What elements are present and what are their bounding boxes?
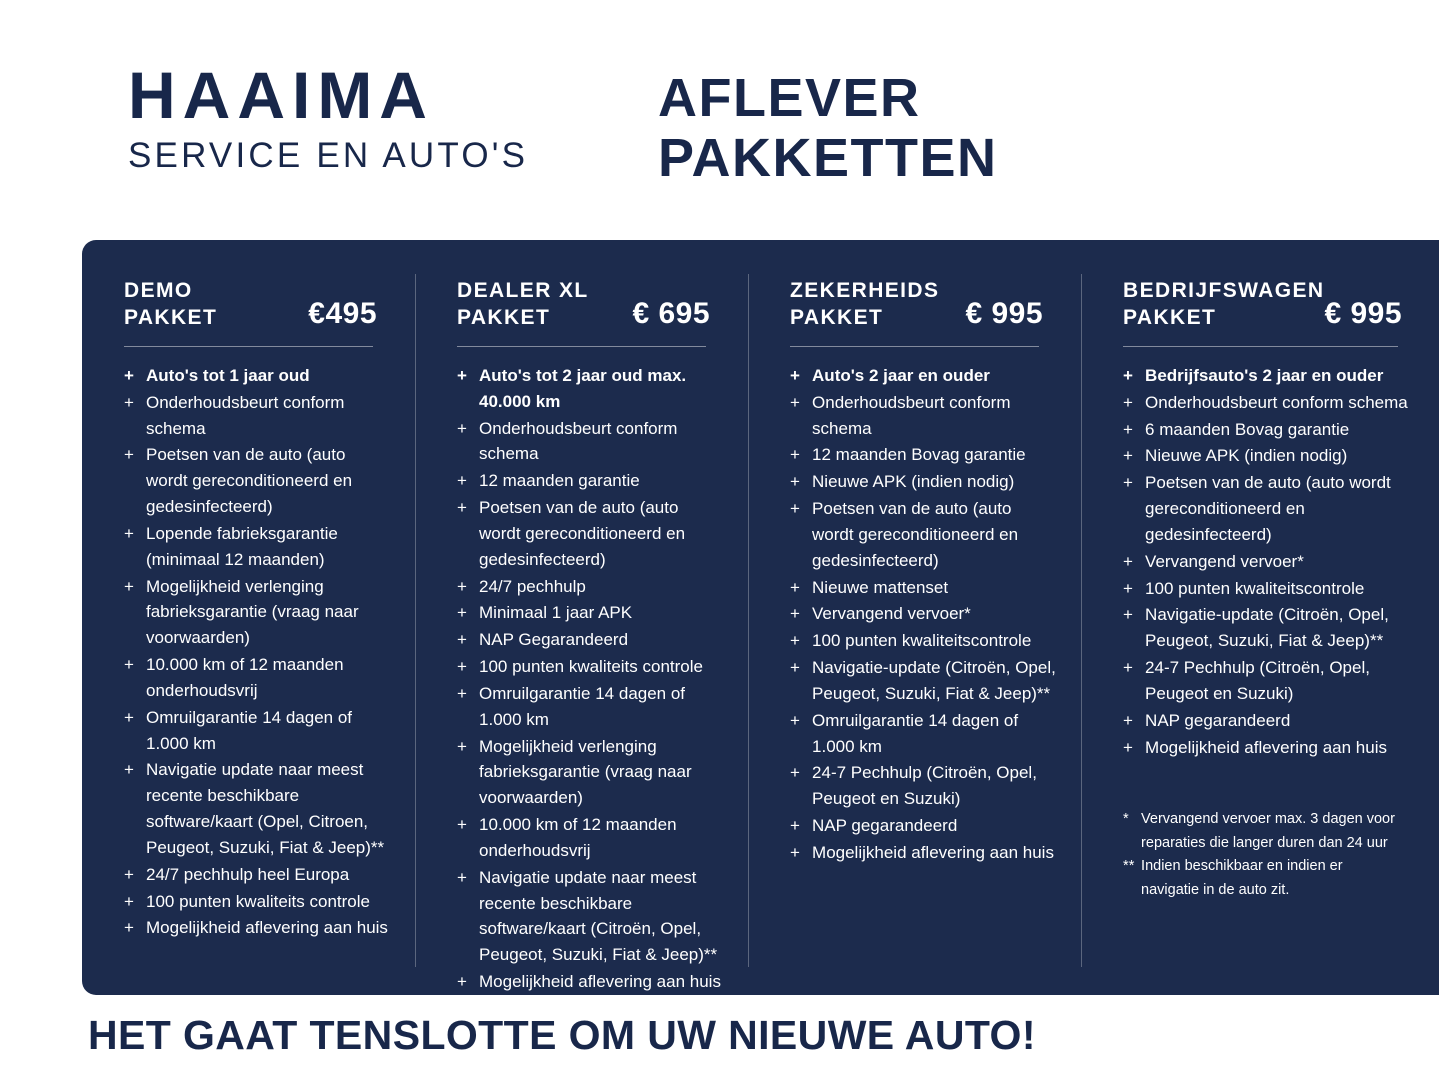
- list-item: [124, 652, 391, 704]
- plus-icon: +: [124, 392, 134, 412]
- list-item: [124, 363, 391, 389]
- plus-icon: +: [1123, 578, 1133, 598]
- plus-icon: +: [124, 918, 134, 938]
- feature-text: 10.000 km of 12 maanden onderhoudsvrij: [146, 655, 344, 700]
- plus-icon: +: [457, 576, 467, 596]
- package-name-line-2: PAKKET: [457, 306, 551, 330]
- list-item: [124, 915, 391, 941]
- feature-text: 100 punten kwaliteits controle: [146, 891, 370, 911]
- plus-icon: +: [1123, 392, 1133, 412]
- plus-icon: +: [790, 604, 800, 624]
- plus-icon: +: [1123, 605, 1133, 625]
- feature-text: NAP Gegarandeerd: [479, 630, 629, 650]
- package-name: [790, 278, 939, 332]
- feature-text: NAP gegarandeerd: [812, 816, 958, 836]
- page-title-line-1: AFLEVER: [658, 68, 921, 128]
- plus-icon: +: [790, 631, 800, 651]
- package-column-dealer-xl: [415, 270, 748, 995]
- list-item: [457, 734, 724, 811]
- list-item: [790, 813, 1057, 839]
- list-item: [790, 442, 1057, 468]
- divider: [457, 346, 706, 347]
- feature-text: Nieuwe APK (indien nodig): [1145, 446, 1348, 466]
- plus-icon: +: [790, 763, 800, 783]
- list-item: [124, 862, 391, 888]
- package-price: € 995: [965, 297, 1044, 330]
- page-title-line-2: PAKKETTEN: [658, 128, 998, 189]
- list-item: [457, 495, 724, 572]
- feature-text: 24-7 Pechhulp (Citroën, Opel, Peugeot en Suzuki): [812, 763, 1037, 809]
- package-header: [1123, 270, 1416, 332]
- plus-icon: +: [457, 736, 467, 756]
- feature-text: Nieuwe APK (indien nodig): [812, 472, 1015, 492]
- feature-text: Omruilgarantie 14 dagen of 1.000 km: [812, 710, 1019, 756]
- plus-icon: +: [790, 366, 800, 385]
- list-item: [790, 655, 1057, 707]
- package-header: [457, 270, 724, 332]
- list-item: [124, 521, 391, 573]
- package-price: €495: [308, 297, 378, 330]
- page-title: [658, 62, 998, 189]
- package-column-zekerheids: [748, 270, 1081, 995]
- list-item: [1123, 417, 1416, 443]
- feature-text: Mogelijkheid aflevering aan huis: [812, 842, 1054, 862]
- list-item: [124, 574, 391, 651]
- package-name: [457, 278, 589, 332]
- brand-name: HAAIMA: [128, 58, 434, 132]
- feature-text: 6 maanden Bovag garantie: [1145, 419, 1350, 439]
- plus-icon: +: [790, 472, 800, 492]
- footer-tagline: HET GAAT TENSLOTTE OM UW NIEUWE AUTO!: [88, 1012, 1036, 1058]
- feature-text: Auto's tot 1 jaar oud: [146, 366, 310, 385]
- package-price: € 695: [632, 297, 711, 330]
- feature-text: Poetsen van de auto (auto wordt gereconditioneerd en gedesinfecteerd): [479, 498, 686, 569]
- feature-text: 100 punten kwaliteits controle: [479, 657, 703, 677]
- feature-text: 24/7 pechhulp: [479, 576, 586, 596]
- feature-text: Nieuwe mattenset: [812, 577, 949, 597]
- feature-text: Lopende fabrieksgarantie (minimaal 12 maanden): [146, 523, 338, 569]
- feature-text: Omruilgarantie 14 dagen of 1.000 km: [479, 683, 686, 729]
- list-item: [457, 654, 724, 680]
- feature-text: Onderhoudsbeurt conform schema: [812, 392, 1011, 438]
- feature-list: [1123, 363, 1416, 760]
- feature-text: Mogelijkheid aflevering aan huis: [146, 918, 388, 938]
- list-item: [1123, 708, 1416, 734]
- feature-text: 12 maanden Bovag garantie: [812, 445, 1026, 465]
- plus-icon: +: [790, 658, 800, 678]
- list-item: [1123, 549, 1416, 575]
- plus-icon: +: [124, 445, 134, 465]
- page-footer: [0, 1012, 1439, 1059]
- list-item: [457, 600, 724, 626]
- package-header: [790, 270, 1057, 332]
- plus-icon: +: [457, 867, 467, 887]
- list-item: [124, 757, 391, 860]
- feature-list: [457, 363, 724, 995]
- feature-text: 24-7 Pechhulp (Citroën, Opel, Peugeot en Suzuki): [1145, 658, 1370, 703]
- plus-icon: +: [1123, 473, 1133, 493]
- plus-icon: +: [790, 842, 800, 862]
- list-item: [457, 969, 724, 995]
- plus-icon: +: [790, 445, 800, 465]
- plus-icon: +: [457, 683, 467, 703]
- plus-icon: +: [790, 577, 800, 597]
- list-item: [1123, 602, 1416, 654]
- plus-icon: +: [457, 366, 467, 385]
- list-item: [1123, 390, 1416, 416]
- footnote-text: Indien beschikbaar en indien er navigatie in de auto zit.: [1141, 858, 1343, 898]
- feature-text: Navigatie update naar meest recente beschikbare software/kaart (Citroën, Opel, Peugeot, Suzuki, Fiat & Jeep)**: [479, 867, 718, 965]
- footnote-marker: *: [1123, 811, 1129, 828]
- package-name: [1123, 278, 1324, 332]
- divider: [124, 346, 373, 347]
- package-column-bedrijfswagen: [1081, 270, 1439, 995]
- feature-text: Vervangend vervoer*: [812, 604, 971, 624]
- plus-icon: +: [790, 710, 800, 730]
- plus-icon: +: [124, 891, 134, 911]
- feature-text: Mogelijkheid verlenging fabrieksgarantie (vraag naar voorwaarden): [479, 736, 692, 808]
- package-name-line-2: PAKKET: [790, 306, 884, 330]
- list-item: [790, 469, 1057, 495]
- plus-icon: +: [1123, 551, 1133, 571]
- page-header: [0, 0, 1439, 210]
- feature-text: Poetsen van de auto (auto wordt gereconditioneerd en gedesinfecteerd): [812, 499, 1019, 570]
- plus-icon: +: [457, 815, 467, 835]
- feature-text: Mogelijkheid aflevering aan huis: [479, 972, 721, 992]
- feature-list: [124, 363, 391, 941]
- plus-icon: +: [124, 366, 134, 385]
- feature-text: Vervangend vervoer*: [1145, 551, 1304, 571]
- list-item: [1123, 576, 1416, 602]
- package-column-demo: [82, 270, 415, 995]
- list-item: [457, 574, 724, 600]
- list-item: [790, 575, 1057, 601]
- list-item: [790, 363, 1057, 389]
- feature-text: Mogelijkheid aflevering aan huis: [1145, 737, 1387, 757]
- list-item: [790, 840, 1057, 866]
- package-name-line-2: PAKKET: [1123, 306, 1217, 330]
- package-name-line-1: DEALER XL: [457, 279, 589, 303]
- list-item: [124, 889, 391, 915]
- feature-text: Auto's tot 2 jaar oud max. 40.000 km: [479, 366, 687, 411]
- list-item: [124, 705, 391, 757]
- feature-text: Bedrijfsauto's 2 jaar en ouder: [1145, 366, 1384, 385]
- list-item: [457, 865, 724, 968]
- list-item: [790, 760, 1057, 812]
- feature-text: Poetsen van de auto (auto wordt gereconditioneerd en gedesinfecteerd): [1145, 473, 1391, 544]
- feature-text: Omruilgarantie 14 dagen of 1.000 km: [146, 707, 353, 753]
- list-item: [1123, 655, 1416, 707]
- brand-tagline: SERVICE EN AUTO'S: [128, 136, 529, 175]
- feature-text: 100 punten kwaliteitscontrole: [1145, 578, 1365, 598]
- feature-text: Onderhoudsbeurt conform schema: [146, 392, 345, 438]
- list-item: [790, 601, 1057, 627]
- feature-text: Poetsen van de auto (auto wordt gereconditioneerd en gedesinfecteerd): [146, 445, 353, 517]
- package-name-line-1: BEDRIJFSWAGEN: [1123, 279, 1325, 303]
- feature-text: 24/7 pechhulp heel Europa: [146, 864, 350, 884]
- plus-icon: +: [124, 760, 134, 780]
- list-item: [124, 442, 391, 519]
- list-item: [457, 363, 724, 415]
- list-item: [124, 390, 391, 442]
- package-price: € 995: [1324, 297, 1403, 330]
- feature-text: 12 maanden garantie: [479, 471, 640, 491]
- plus-icon: +: [124, 655, 134, 675]
- package-name: [124, 278, 217, 332]
- list-item: [457, 468, 724, 494]
- footnote: [1123, 808, 1396, 855]
- brand-logo: [128, 58, 628, 175]
- list-item: [1123, 735, 1416, 761]
- list-item: [457, 812, 724, 864]
- plus-icon: +: [1123, 710, 1133, 730]
- packages-panel: [82, 240, 1439, 995]
- list-item: [1123, 443, 1416, 469]
- plus-icon: +: [124, 864, 134, 884]
- feature-text: Onderhoudsbeurt conform schema: [1145, 392, 1408, 412]
- plus-icon: +: [457, 471, 467, 491]
- list-item: [457, 416, 724, 468]
- feature-text: Minimaal 1 jaar APK: [479, 603, 633, 623]
- plus-icon: +: [457, 418, 467, 438]
- plus-icon: +: [1123, 446, 1133, 466]
- list-item: [790, 496, 1057, 573]
- feature-text: 100 punten kwaliteitscontrole: [812, 631, 1032, 651]
- list-item: [457, 627, 724, 653]
- feature-text: Auto's 2 jaar en ouder: [812, 366, 990, 385]
- plus-icon: +: [124, 576, 134, 596]
- plus-icon: +: [790, 392, 800, 412]
- feature-text: 10.000 km of 12 maanden onderhoudsvrij: [479, 815, 677, 860]
- plus-icon: +: [790, 499, 800, 519]
- plus-icon: +: [457, 972, 467, 992]
- plus-icon: +: [1123, 419, 1133, 439]
- plus-icon: +: [457, 657, 467, 677]
- package-name-line-2: PAKKET: [124, 306, 218, 330]
- plus-icon: +: [457, 630, 467, 650]
- feature-text: Navigatie-update (Citroën, Opel, Peugeot, Suzuki, Fiat & Jeep)**: [1145, 605, 1389, 651]
- feature-text: Onderhoudsbeurt conform schema: [479, 418, 678, 464]
- plus-icon: +: [457, 498, 467, 518]
- plus-icon: +: [1123, 737, 1133, 757]
- plus-icon: +: [124, 523, 134, 543]
- divider: [1123, 346, 1398, 347]
- feature-text: NAP gegarandeerd: [1145, 710, 1291, 730]
- footnote: [1123, 855, 1396, 902]
- package-name-line-1: DEMO: [124, 279, 193, 303]
- divider: [790, 346, 1039, 347]
- footnotes: [1123, 808, 1416, 902]
- feature-text: Navigatie update naar meest recente beschikbare software/kaart (Opel, Citroen, Peugeot, Suzuki, Fiat & Jeep)**: [146, 760, 385, 857]
- list-item: [457, 681, 724, 733]
- footnote-marker: **: [1123, 858, 1135, 875]
- feature-text: Navigatie-update (Citroën, Opel, Peugeot, Suzuki, Fiat & Jeep)**: [812, 658, 1056, 703]
- list-item: [790, 708, 1057, 760]
- list-item: [790, 390, 1057, 442]
- list-item: [790, 628, 1057, 654]
- package-header: [124, 270, 391, 332]
- feature-text: Mogelijkheid verlenging fabrieksgarantie (vraag naar voorwaarden): [146, 576, 359, 648]
- plus-icon: +: [1123, 366, 1133, 385]
- plus-icon: +: [124, 707, 134, 727]
- plus-icon: +: [1123, 658, 1133, 678]
- plus-icon: +: [790, 816, 800, 836]
- package-name-line-1: ZEKERHEIDS: [790, 279, 940, 303]
- feature-list: [790, 363, 1057, 866]
- list-item: [1123, 363, 1416, 389]
- plus-icon: +: [457, 603, 467, 623]
- list-item: [1123, 470, 1416, 547]
- footnote-text: Vervangend vervoer max. 3 dagen voor reparaties die langer duren dan 24 uur: [1141, 811, 1395, 851]
